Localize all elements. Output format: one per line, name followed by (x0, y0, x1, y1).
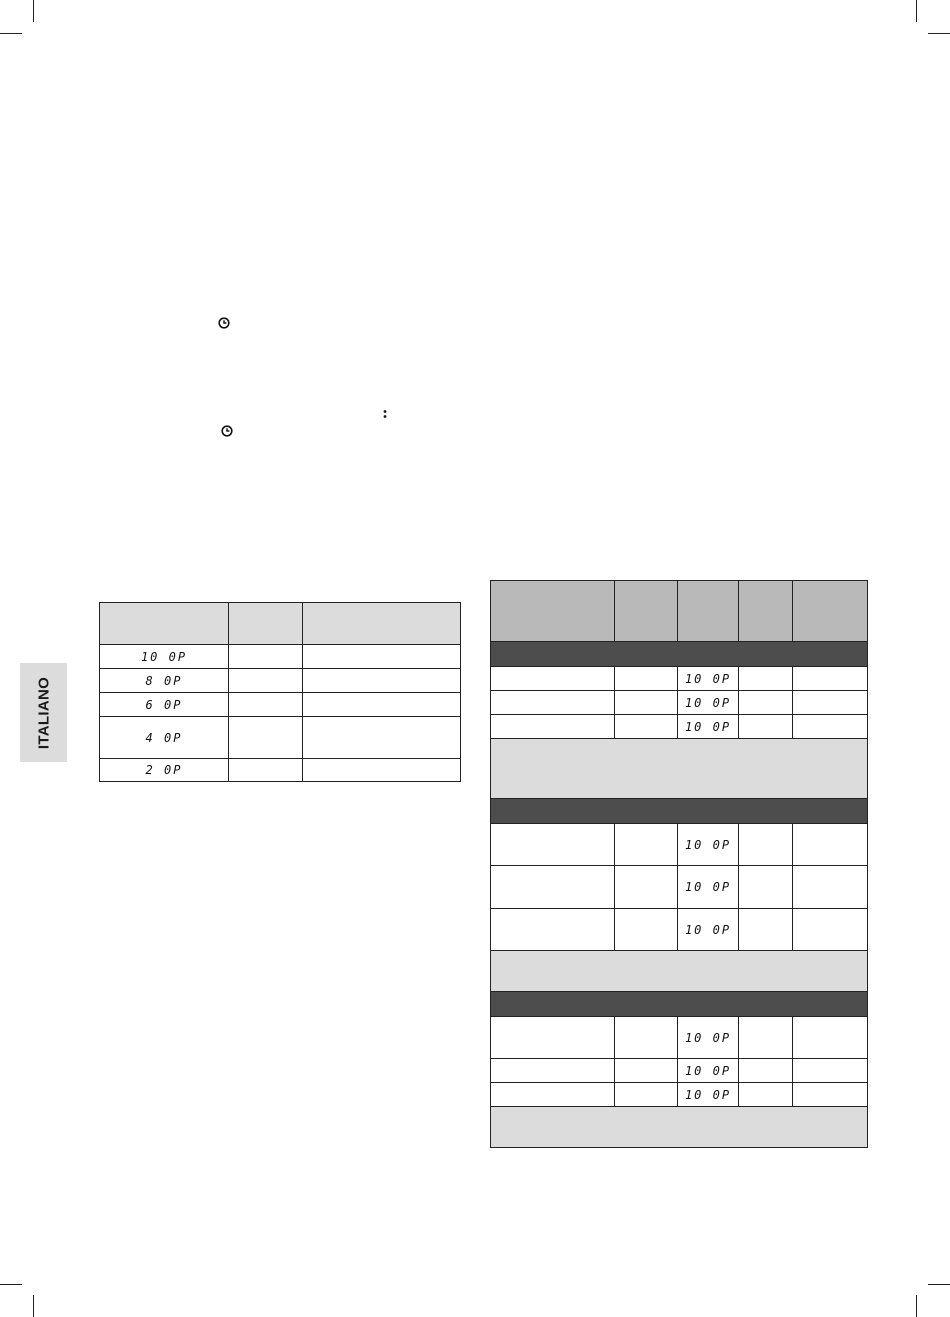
group-header-row (491, 799, 868, 824)
table-row (491, 667, 868, 691)
table-row (100, 669, 461, 693)
table-row (100, 693, 461, 717)
display-readout: 2 0P (145, 763, 183, 777)
note-row (491, 739, 868, 799)
table-row (100, 717, 461, 759)
clock-icon (218, 317, 230, 331)
group-header-row (491, 992, 868, 1017)
display-readout: 10 0P (684, 671, 732, 686)
power-level-table (99, 602, 461, 782)
program-table (490, 580, 868, 1148)
display-readout: 10 0P (684, 837, 732, 852)
table-row (100, 645, 461, 669)
table-row (491, 1017, 868, 1059)
colon-icon (382, 408, 388, 422)
table-row (491, 691, 868, 715)
crop-mark (916, 1295, 917, 1317)
display-readout: 10 0P (684, 880, 732, 894)
display-readout: 10 0P (684, 719, 732, 734)
table-row (491, 1059, 868, 1083)
crop-mark (0, 1284, 22, 1285)
display-readout: 4 0P (145, 730, 183, 745)
display-readout: 10 0P (684, 1030, 732, 1045)
crop-mark (33, 1295, 34, 1317)
display-readout: 10 0P (684, 922, 732, 937)
note-row (491, 951, 868, 992)
table-row (491, 1083, 868, 1107)
crop-mark (928, 1284, 950, 1285)
language-tab (20, 663, 67, 762)
table-row (491, 866, 868, 909)
language-tab-label: ITALIANO (35, 676, 52, 749)
display-readout: 10 0P (140, 649, 188, 664)
crop-mark (916, 0, 917, 22)
table-row (100, 759, 461, 782)
table-row (491, 715, 868, 739)
crop-mark (0, 33, 22, 34)
display-readout: 8 0P (145, 673, 183, 688)
crop-mark (928, 33, 950, 34)
group-header-row (491, 642, 868, 667)
display-readout: 6 0P (145, 697, 183, 712)
clock-icon (221, 425, 233, 439)
table-row (491, 909, 868, 951)
note-row (491, 1107, 868, 1148)
display-readout: 10 0P (684, 1087, 732, 1102)
display-readout: 10 0P (684, 1063, 732, 1078)
table-header (100, 603, 461, 645)
table-header (491, 581, 868, 642)
table-row (491, 824, 868, 866)
display-readout: 10 0P (684, 695, 732, 710)
crop-mark (33, 0, 34, 22)
